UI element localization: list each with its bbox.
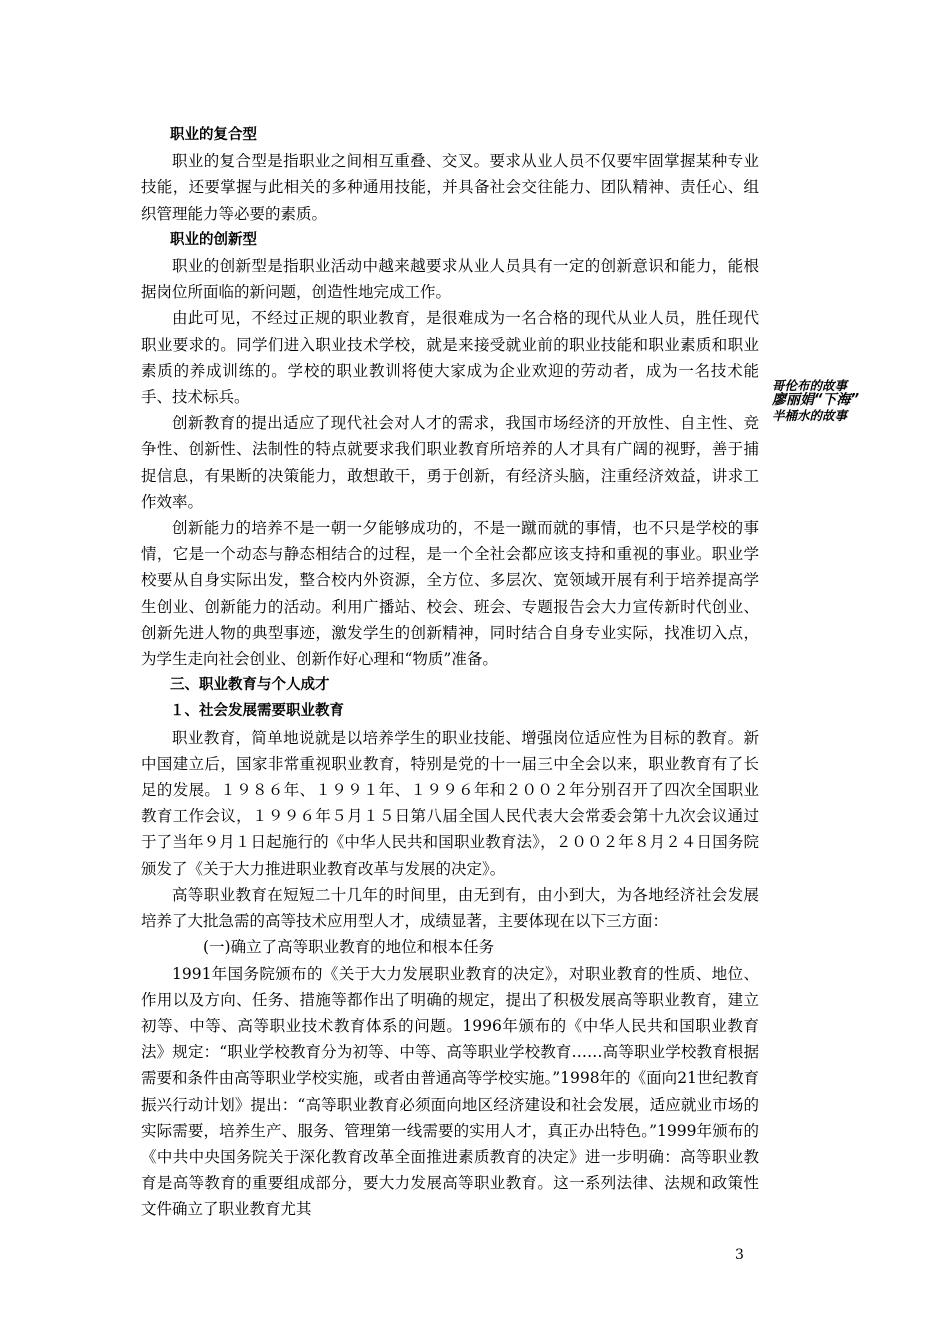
paragraph: 高等职业教育在短短二十几年的时间里，由无到有，由小到大，为各地经济社会发展培养了大批急需的高等技术应用型人才，成绩显著，主要体现在以下三方面：	[141, 885, 759, 931]
paragraph: 创新教育的提出适应了现代社会对人才的需求，我国市场经济的开放性、自主性、竞争性、创新性、法制性的特点就要求我们职业教育所培养的人才具有广阔的视野，善于捕捉信息，有果断的决策能力，敢想敢干，勇于创新，有经济头脑，注重经济效益，讲求工作效率。	[141, 414, 759, 511]
sub-heading: (一)确立了高等职业教育的地位和根本任务	[203, 938, 495, 957]
margin-note: 廖丽娟“下海”	[772, 392, 859, 408]
paragraph: 创新能力的培养不是一朝一夕能够成功的，不是一蹴而就的事情，也不只是学校的事情，它是一个动态与静态相结合的过程，是一个全社会都应该支持和重视的事业。职业学校要从自身实际出发，整合校内外资源，全方位、多层次、宽领域开展有利于培养提高学生创业、创新能力的活动。利用广播站、校会、班会、专题报告会大力宣传新时代创业、创新先进人物的典型事迹，激发学生的创新精神，同时结合自身专业实际，找准切入点，为学生走向社会创业、创新作好心理和“物质”准备。	[141, 519, 759, 669]
section-heading: 职业的复合型	[170, 127, 257, 143]
paragraph: 由此可见，不经过正规的职业教育，是很难成为一名合格的现代从业人员，胜任现代职业要求的。同学们进入职业技术学校，就是来接受就业前的职业技能和职业素质和职业素质的养成训练的。学校的职业教训将使大家成为企业欢迎的劳动者，成为一名技术能手、技术标兵。	[141, 309, 759, 407]
margin-notes	[772, 378, 932, 423]
paragraph: 职业的复合型是指职业之间相互重叠、交叉。要求从业人员不仅要牢固掌握某种专业技能，还要掌握与此相关的多种通用技能，并具备社会交往能力、团队精神、责任心、组织管理能力等必要的素质。	[141, 152, 759, 223]
margin-note: 半桶水的故事	[772, 408, 848, 423]
subsection-heading: １、社会发展需要职业教育	[170, 703, 344, 720]
page-number: 3	[735, 1247, 744, 1263]
paragraph: 1991年国务院颁布的《关于大力发展职业教育的决定》，对职业教育的性质、地位、作用以及方向、任务、措施等都作出了明确的规定，提出了积极发展高等职业教育，建立初等、中等、高等职业技术教育体系的问题。1996年颁布的《中华人民共和国职业教育法》规定：“职业学校教育分为初等、中等、高等职业学校教育……高等职业学校教育根据需要和条件由高等职业学校实施，或者由普通高等学校实施。”1998年的《面向21世纪教育振兴行动计划》提出：“高等职业教育必须面向地区经济建设和社会发展，适应就业市场的实际需要，培养生产、服务、管理第一线需要的实用人才，真正办出特色。”1999年颁布的《中共中央国务院关于深化教育改革全面推进素质教育的决定》进一步明确：高等职业教育是高等教育的重要组成部分，要大力发展高等职业教育。这一系列法律、法规和政策性文件确立了职业教育尤其	[141, 964, 759, 1219]
chapter-heading: 三、职业教育与个人成才	[170, 677, 330, 694]
section-heading: 职业的创新型	[170, 231, 257, 248]
margin-note: 哥伦布的故事	[772, 378, 848, 393]
paragraph: 职业的创新型是指职业活动中越来越要求从业人员具有一定的创新意识和能力，能根据岗位所面临的新问题，创造性地完成工作。	[141, 257, 759, 302]
body-text	[141, 122, 759, 1223]
paragraph: 职业教育，简单地说就是以培养学生的职业技能、增强岗位适应性为目标的教育。新中国建立后，国家非常重视职业教育，特别是党的十一届三中全会以来，职业教育有了长足的发展。１９８６年、１９９１年、１９９６年和２００２年分别召开了四次全国职业教育工作会议，１９９６年５月１５日第八届全国人民代表大会常委会第十九次会议通过于了当年９月１日起施行的《中华人民共和国职业教育法》，２００２年８月２４日国务院颁发了《关于大力推进职业教育改革与发展的决定》。	[141, 728, 759, 878]
